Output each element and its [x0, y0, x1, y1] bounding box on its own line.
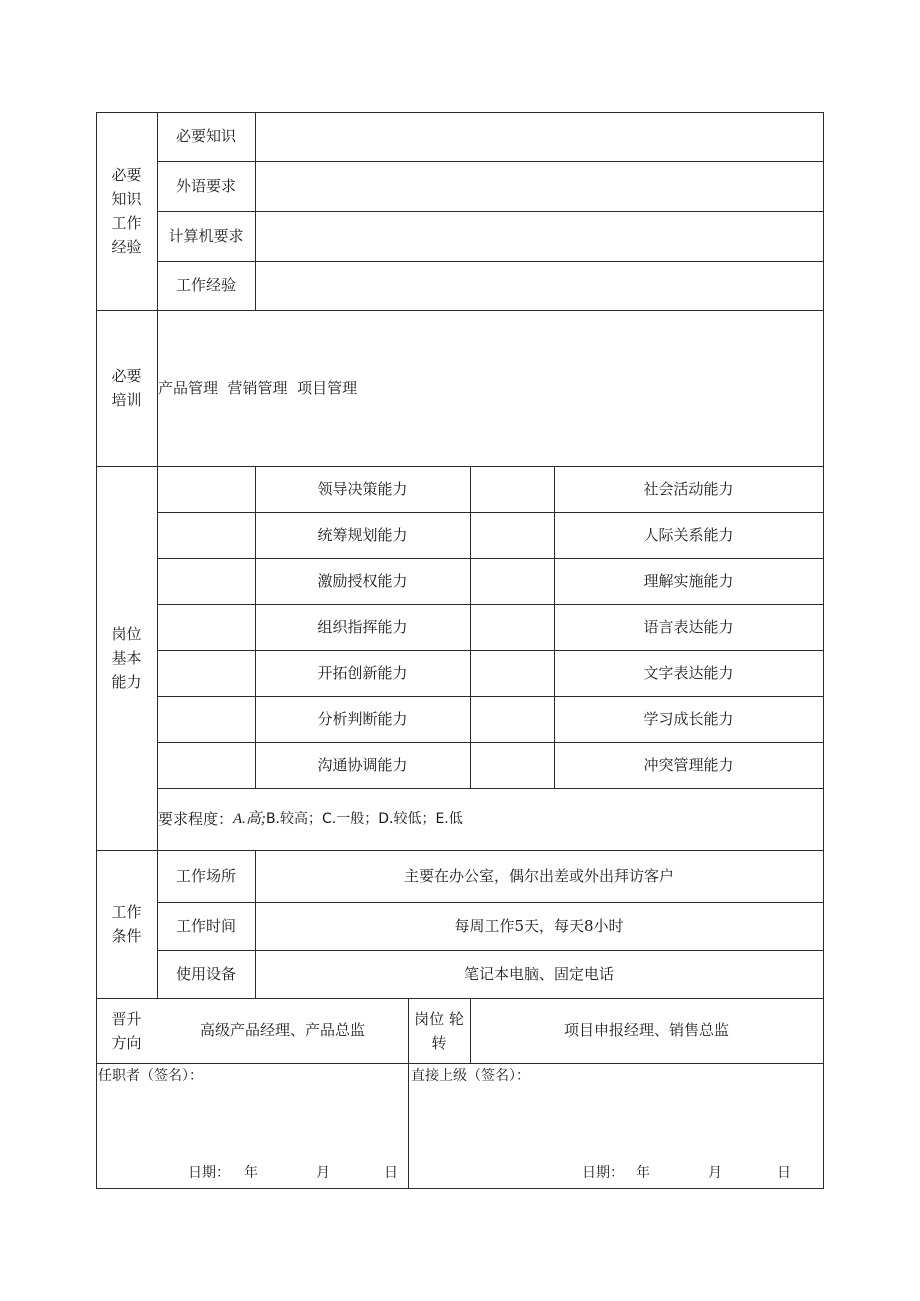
header-line: 工作	[111, 214, 142, 232]
employee-date-day[interactable]: 日	[384, 1165, 398, 1181]
work-experience-value-field[interactable]	[262, 261, 817, 310]
supervisor-date-label: 日期：	[582, 1165, 624, 1181]
section-divider	[96, 1063, 824, 1064]
ability-name: 统筹规划能力	[317, 525, 408, 544]
ability-level-cell[interactable]	[157, 650, 255, 696]
column-divider	[255, 112, 256, 311]
ability-name: 领导决策能力	[317, 479, 408, 498]
ability-level-cell[interactable]	[470, 558, 554, 604]
table-border-right	[823, 112, 824, 1189]
header-line: 必要	[111, 166, 142, 184]
legend-levels: B.较高；C.一般；D.较低；E.低	[265, 811, 463, 827]
header-line: 岗位	[111, 625, 142, 643]
computer-skill-label: 计算机要求	[168, 226, 244, 245]
ability-level-cell[interactable]	[157, 742, 255, 788]
knowledge-label: 必要知识	[175, 127, 236, 145]
ability-name: 语言表达能力	[643, 617, 734, 636]
header-line: 工作	[111, 903, 142, 921]
foreign-language-value-field[interactable]	[262, 161, 817, 211]
ability-level-cell[interactable]	[470, 696, 554, 742]
ability-level-cell[interactable]	[470, 512, 554, 558]
header-line: 能力	[111, 673, 142, 691]
ability-level-cell[interactable]	[157, 558, 255, 604]
equipment-value[interactable]: 笔记本电脑、固定电话	[463, 964, 614, 983]
ability-name: 人际关系能力	[643, 525, 734, 544]
header-line: 转	[431, 1033, 447, 1052]
ability-name: 沟通协调能力	[317, 755, 408, 774]
conditions-section-header	[96, 850, 157, 998]
ability-level-cell[interactable]	[470, 604, 554, 650]
header-line: 培训	[111, 391, 142, 409]
ability-name: 学习成长能力	[643, 709, 734, 728]
rotation-value[interactable]: 项目申报经理、销售总监	[563, 1021, 729, 1039]
ability-name: 理解实施能力	[643, 571, 734, 590]
work-hours-value[interactable]: 每周工作5天，每天8小时	[454, 916, 624, 935]
abilities-section-header	[96, 466, 157, 850]
header-line: 基本	[111, 649, 142, 667]
workplace-value[interactable]: 主要在办公室，偶尔出差或外出拜访客户	[403, 866, 674, 885]
employee-date-label: 日期：	[188, 1165, 230, 1181]
table-border-bottom	[96, 1188, 824, 1189]
header-line: 必要	[111, 367, 142, 385]
ability-level-cell[interactable]	[470, 650, 554, 696]
employee-signature-field[interactable]	[98, 1088, 404, 1156]
employee-date-month[interactable]: 月	[316, 1165, 330, 1181]
work-hours-label: 工作时间	[175, 916, 236, 935]
header-line: 知识	[111, 190, 142, 208]
promotion-header	[96, 998, 157, 1063]
ability-level-cell[interactable]	[157, 466, 255, 512]
workplace-label: 工作场所	[175, 866, 236, 885]
training-content[interactable]: 产品管理 营销管理 项目管理	[158, 378, 358, 397]
promotion-value[interactable]: 高级产品经理、产品总监	[199, 1021, 365, 1039]
header-line: 经验	[111, 238, 142, 256]
ability-level-cell[interactable]	[470, 742, 554, 788]
knowledge-value-field[interactable]	[262, 112, 817, 161]
supervisor-signature-label: 直接上级（签名）：	[411, 1068, 530, 1084]
supervisor-date-day[interactable]: 日	[777, 1165, 791, 1181]
ability-name: 开拓创新能力	[317, 663, 408, 682]
supervisor-date-month[interactable]: 月	[708, 1165, 722, 1181]
ability-level-cell[interactable]	[157, 604, 255, 650]
header-line: 晋升	[111, 1009, 142, 1028]
foreign-language-label: 外语要求	[175, 176, 236, 195]
supervisor-signature-field[interactable]	[411, 1088, 819, 1156]
ability-level-cell[interactable]	[157, 512, 255, 558]
header-line: 岗位 轮	[414, 1009, 464, 1028]
ability-name: 激励授权能力	[317, 571, 408, 590]
computer-skill-value-field[interactable]	[262, 211, 817, 261]
header-line: 条件	[111, 927, 142, 945]
legend-prefix: 要求程度：	[158, 809, 234, 828]
training-section-header	[96, 310, 157, 466]
equipment-label: 使用设备	[175, 964, 236, 983]
header-line: 方向	[111, 1033, 142, 1052]
employee-date-year[interactable]: 年	[244, 1165, 258, 1181]
ability-name: 冲突管理能力	[643, 755, 734, 774]
rotation-header	[408, 998, 470, 1063]
supervisor-date-year[interactable]: 年	[636, 1165, 650, 1181]
ability-name: 文字表达能力	[643, 663, 734, 682]
requirement-level-legend	[158, 788, 818, 850]
ability-level-cell[interactable]	[470, 466, 554, 512]
knowledge-section-header	[96, 112, 157, 310]
ability-name: 组织指挥能力	[317, 617, 408, 636]
ability-level-cell[interactable]	[157, 696, 255, 742]
legend-level-a: A.高;	[233, 810, 266, 827]
employee-signature-label: 任职者（签名）：	[98, 1068, 203, 1084]
ability-name: 社会活动能力	[643, 479, 734, 498]
work-experience-label: 工作经验	[175, 276, 236, 294]
ability-name: 分析判断能力	[317, 709, 408, 728]
